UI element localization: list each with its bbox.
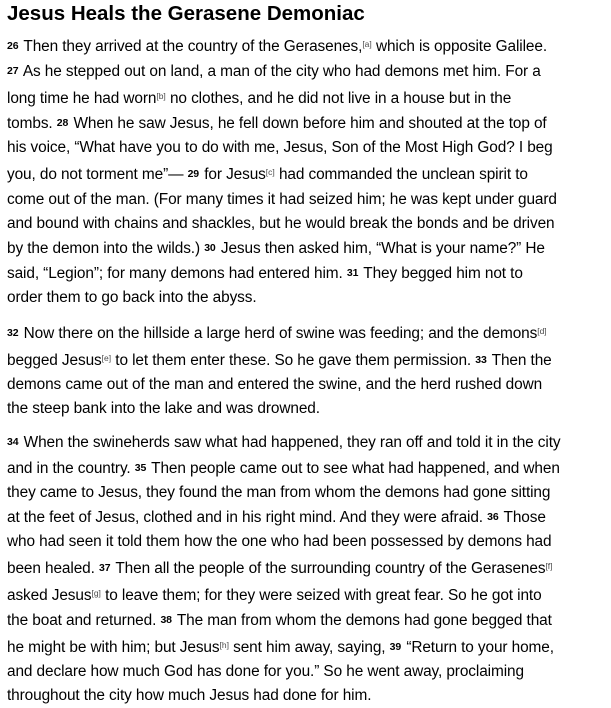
text-line [7,581,604,608]
verse-text: by the demon into the wilds.) [7,239,205,257]
footnote-link[interactable]: [c] [265,167,275,178]
verse-text: Those [503,508,546,526]
footnote-link[interactable]: [f] [545,560,553,571]
verse-number: 28 [56,117,69,130]
verse-text: had commanded the unclean spirit to [274,166,528,184]
verse-text: “Return to your home, [406,639,554,657]
verse-text: Then they arrived at the country of the Gerasenes, [23,38,363,55]
text-line [7,188,604,212]
verse-text: the steep bank into the lake and was drowned. [7,400,320,418]
verse-text: tombs. [7,115,57,133]
verse-number: 30 [204,241,216,254]
footnote-link[interactable]: [b] [156,91,166,102]
text-line [7,373,604,397]
verse-text: no clothes, and he did not live in a house but in the [165,90,512,108]
text-line [7,212,604,236]
text-line [7,59,604,84]
verse-number: 34 [7,436,19,449]
verse-number: 36 [487,510,499,523]
footnote-link[interactable]: [g] [91,587,101,598]
text-line [7,430,604,455]
verse-text: for Jesus [204,166,266,184]
verse-text: at the feet of Jesus, clothed and in his right mind. And they were afraid. [7,508,488,526]
verse-text: They begged him not to [363,264,523,282]
verse-text: Jesus then asked him, “What is your name?” He [220,239,545,257]
text-line [7,346,604,373]
verse-text: throughout the city how much Jesus had done for him. [7,687,372,705]
text-line [7,608,604,633]
verse-text: who had seen it told them how the one who had been possessed by demons had [7,532,552,550]
verse-text: he might be with him; but Jesus [7,639,220,657]
verse-text: the boat and returned. [7,612,161,630]
verse-number: 26 [7,40,19,52]
text-line [7,505,604,530]
verse-number: 38 [160,614,172,627]
text-line [7,530,604,554]
verse-text: long time he had worn [7,90,157,108]
verse-text: which is opposite Galilee. [371,38,548,55]
text-line [7,397,604,421]
text-line [7,684,604,708]
text-line [7,261,604,286]
verse-text: come out of the man. (For many times it had seized him; he was kept under guard [7,190,557,208]
verse-number: 29 [187,168,200,181]
text-line [7,481,604,505]
verse-text: sent him away, saying, [228,639,390,657]
paragraph [7,430,604,708]
verse-text: order them to go back into the abyss. [7,288,257,306]
verse-text: and bound with chains and shackles, but he would break the bonds and be driven [7,214,555,232]
verse-text: you, do not torment me”— [7,166,188,184]
verse-text: Then people came out to see what had happened, and when [151,459,560,477]
text-line [7,554,604,581]
text-line [7,160,604,187]
paragraph [7,32,604,310]
text-line [7,456,604,481]
footnote-link[interactable]: [a] [362,39,372,49]
verse-text: asked Jesus [7,586,92,604]
text-line [7,319,604,346]
verse-text: been healed. [7,559,99,577]
verse-text: his voice, “What have you to do with me, Jesus, Son of the Most High God? I beg [7,139,553,157]
text-line [7,32,604,59]
verse-text: and in the country. [7,459,135,477]
verse-text: When he saw Jesus, he fell down before him and shouted at the top of [73,115,547,133]
verse-text: Then the [491,352,552,370]
verse-text: said, “Legion”; for many demons had entered him. [7,264,347,282]
verse-text: they came to Jesus, they found the man from whom the demons had gone sitting [7,483,551,501]
text-line [7,136,604,160]
text-line [7,84,604,111]
text-line [7,633,604,660]
verse-text: to leave them; for they were seized with great fear. So he got into [100,586,542,604]
verse-number: 35 [134,461,147,474]
verse-text: to let them enter these. So he gave them permission. [111,352,476,370]
verse-text: Then all the people of the surrounding country of the Gerasenes [115,559,546,577]
verse-text: As he stepped out on land, a man of the city who had demons met him. For a [22,63,541,81]
verse-number: 31 [346,266,359,279]
paragraph [7,319,604,421]
text-line [7,286,604,310]
verse-text: Now there on the hillside a large herd of swine was feeding; and the demons [23,325,538,343]
verse-text: and declare how much God has done for you.” So he went away, proclaiming [7,663,524,681]
verse-text: begged Jesus [7,352,102,370]
verse-number: 33 [475,354,487,367]
text-line [7,236,604,261]
verse-number: 27 [7,65,19,78]
verse-text: When the swineherds saw what had happened, they ran off and told it in the city [23,434,561,452]
footnote-link[interactable]: [h] [219,640,229,651]
passage-title: Jesus Heals the Gerasene Demoniac [7,2,365,25]
footnote-link[interactable]: [e] [101,353,112,364]
text-line [7,111,604,136]
verse-text: The man from whom the demons had gone begged that [176,612,552,630]
verse-text: demons came out of the man and entered the swine, and the herd rushed down [7,376,543,394]
verse-number: 37 [98,561,111,574]
verse-number: 32 [7,327,19,340]
verse-number: 39 [389,641,402,654]
text-line [7,660,604,684]
footnote-link[interactable]: [d] [537,326,547,337]
passage-body [7,32,604,708]
